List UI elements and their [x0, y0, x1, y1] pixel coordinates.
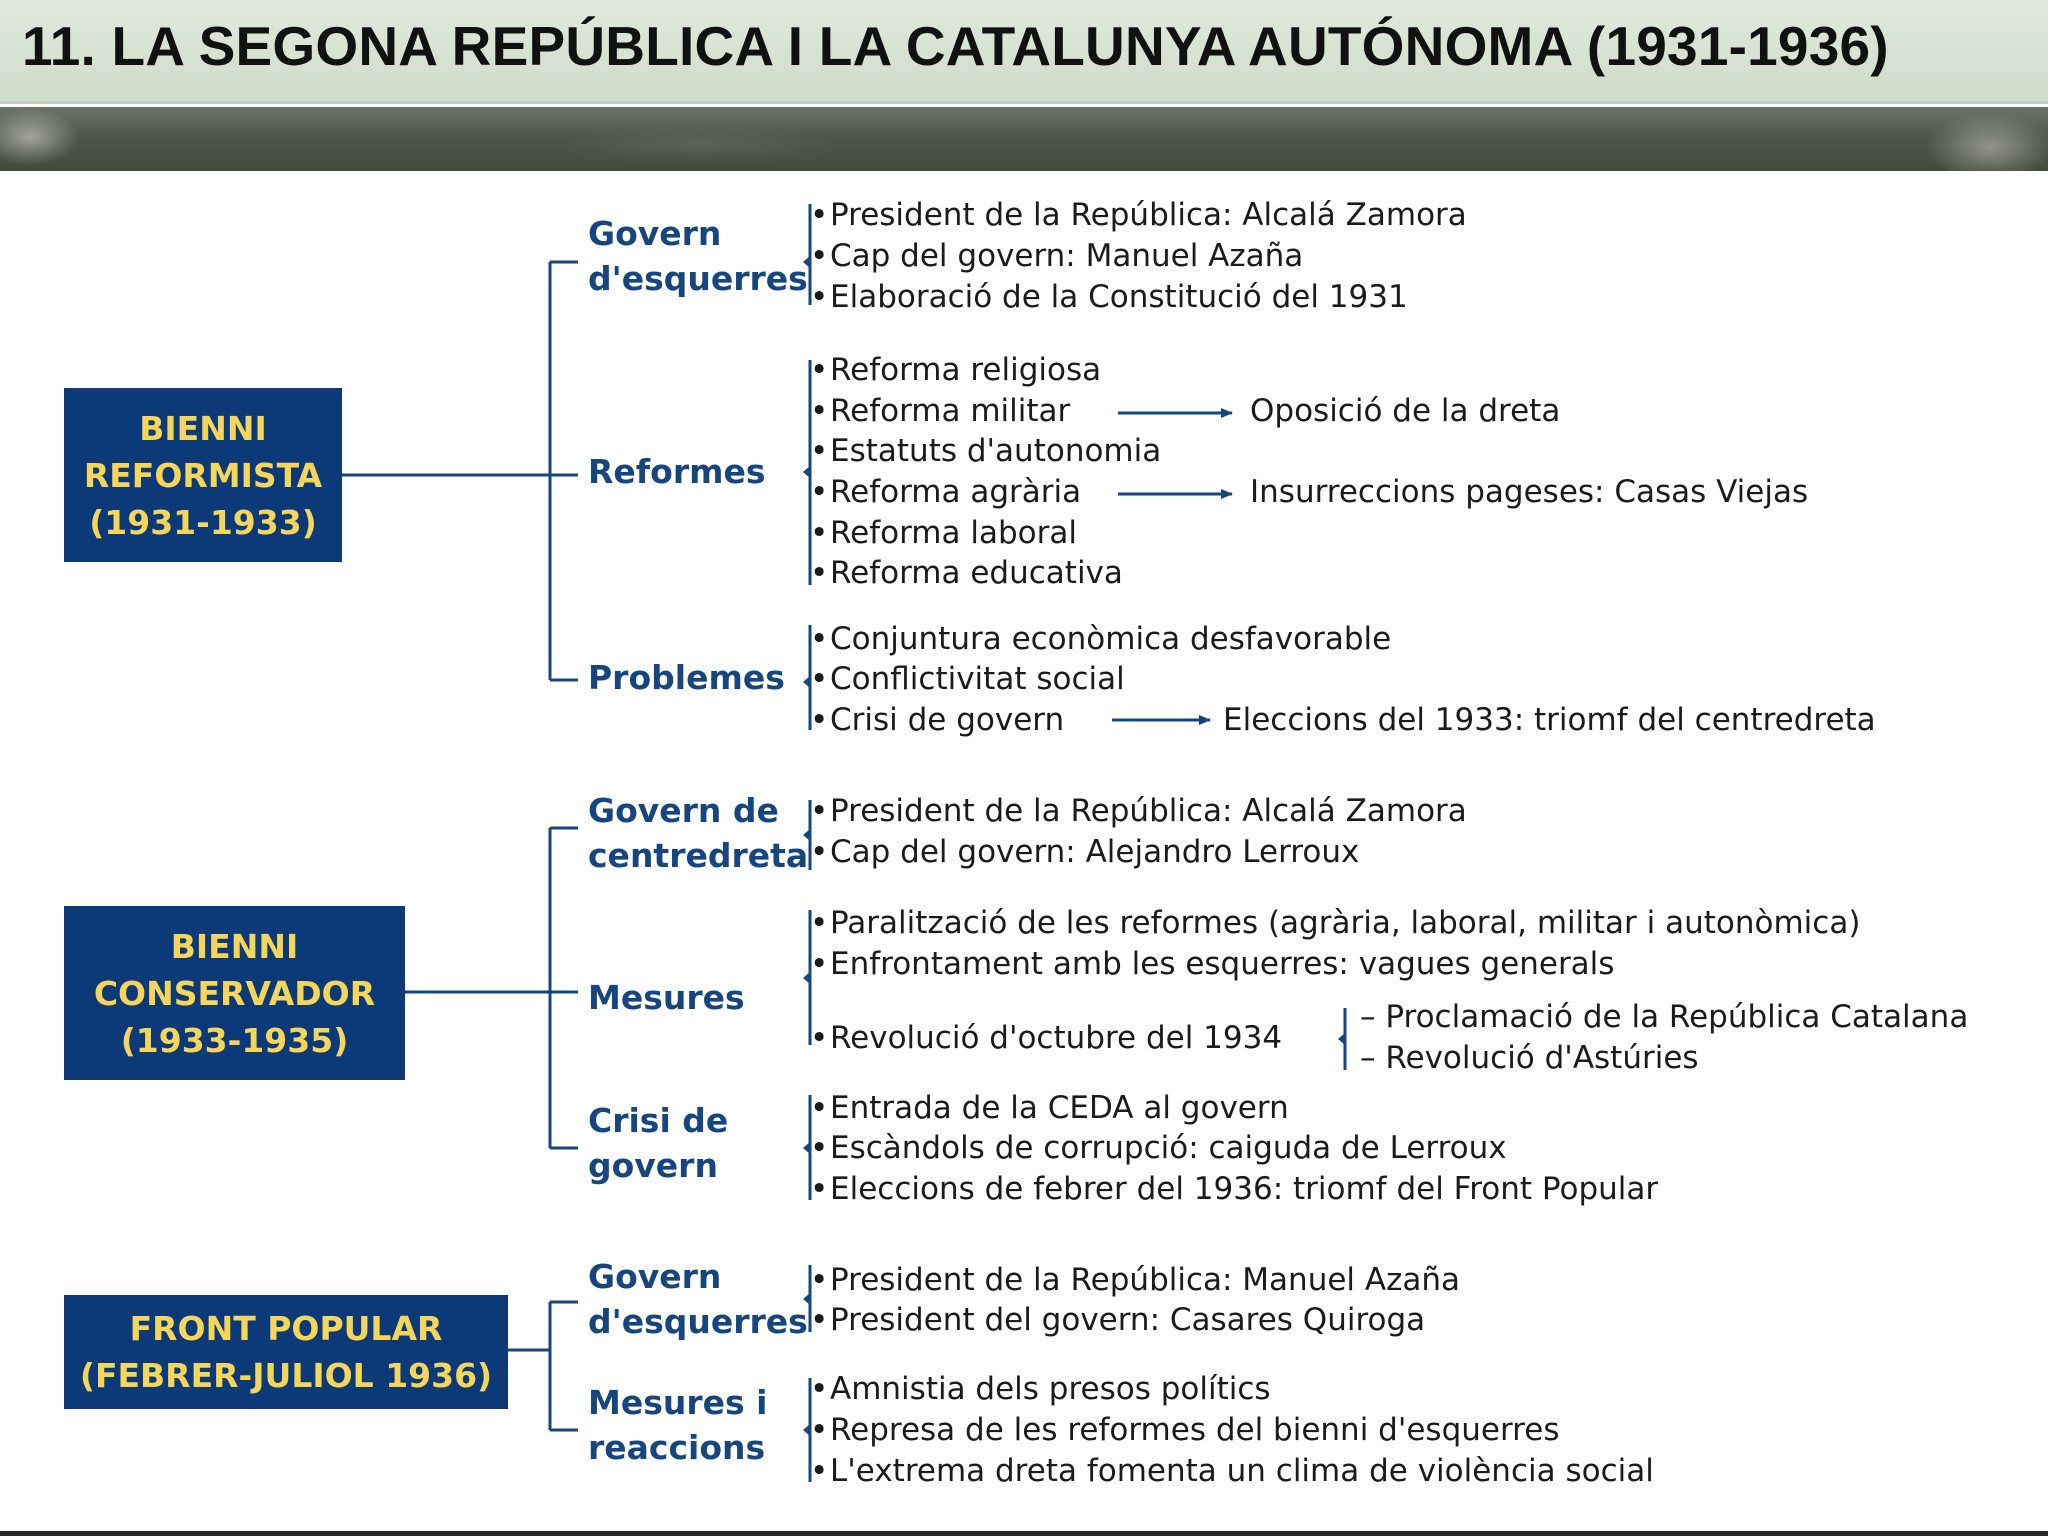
bottom-border [0, 1531, 2048, 1536]
brace-tick [803, 466, 810, 478]
period-name-line: REFORMISTA [83, 455, 323, 495]
category-label-line: Mesures [588, 978, 745, 1017]
list-item: • Paralització de les reformes (agrària, laboral, militar i autonòmica) [830, 903, 1860, 943]
period-name-line: (FEBRER-JULIOL 1936) [79, 1356, 493, 1395]
brace-tick [803, 972, 810, 984]
period-name-line: (1931-1933) [89, 502, 317, 542]
list-item: • Reforma religiosa [830, 350, 1101, 390]
brace-tick [1338, 1033, 1345, 1045]
category-mesures-reaccions [588, 1380, 767, 1470]
list-item: • Cap del govern: Alejandro Lerroux [830, 832, 1359, 872]
category-crisi-de-govern [588, 1098, 728, 1188]
result-insurreccions: Insurreccions pageses: Casas Viejas [1250, 474, 1809, 510]
result-oposicio-dreta: Oposició de la dreta [1250, 393, 1561, 429]
list-item: • President de la República: Alcalá Zamora [830, 195, 1467, 235]
list-item: • Estatuts d'autonomia [830, 431, 1161, 471]
list-item: • Escàndols de corrupció: caiguda de Lerroux [830, 1128, 1507, 1168]
period-1-connector [342, 262, 578, 680]
list-item: • Enfrontament amb les esquerres: vagues generals [830, 944, 1614, 984]
category-govern-esquerres [588, 211, 808, 301]
category-label-line: Reformes [588, 452, 766, 491]
result-eleccions-1933: Eleccions del 1933: triomf del centredreta [1223, 702, 1876, 738]
list-item: • Reforma agrària [830, 472, 1081, 512]
period-3-connector [508, 1302, 578, 1430]
page-title: 11. LA SEGONA REPÚBLICA I LA CATALUNYA AUTÓNOMA (1931-1936) [22, 15, 1889, 77]
category-label-line: Problemes [588, 658, 785, 697]
category-problemes [588, 655, 785, 700]
category-mesures [588, 975, 745, 1020]
category-label-line: govern [588, 1146, 718, 1185]
brace-tick [803, 676, 810, 688]
period-name-line: CONSERVADOR [93, 973, 376, 1013]
category-govern-centredreta [588, 788, 808, 878]
brace-tick [803, 1142, 810, 1154]
category-label-line: centredreta [588, 836, 809, 875]
sub-list-item: – Proclamació de la República Catalana [1360, 999, 1969, 1035]
category-label-line: d'esquerres [588, 259, 808, 298]
period-2-connector [405, 828, 578, 1148]
list-item: • Reforma educativa [830, 553, 1123, 593]
category-label-line: Crisi de [588, 1101, 729, 1140]
list-item: • President de la República: Manuel Azaña [830, 1260, 1460, 1300]
brace-tick [803, 1424, 810, 1436]
period-name-line: FRONT POPULAR [129, 1309, 443, 1348]
category-govern-esquerres-fp [588, 1254, 808, 1344]
list-item: • Elaboració de la Constitució del 1931 [830, 277, 1408, 317]
list-item: • Crisi de govern [830, 700, 1064, 740]
list-item: • Entrada de la CEDA al govern [830, 1088, 1289, 1128]
category-label-line: Mesures i [588, 1383, 768, 1422]
category-label-line: Govern [588, 1257, 722, 1296]
period-name-line: (1933-1935) [120, 1020, 349, 1060]
category-label-line: Govern [588, 214, 722, 253]
period-block-bienni-conservador [64, 906, 405, 1080]
category-reformes [588, 449, 766, 494]
list-item: • Revolució d'octubre del 1934 [830, 1018, 1282, 1058]
list-item: • L'extrema dreta fomenta un clima de violència social [830, 1451, 1654, 1491]
list-item: • Cap del govern: Manuel Azaña [830, 236, 1303, 276]
period-name-line: BIENNI [139, 408, 267, 448]
list-item: • President del govern: Casares Quiroga [830, 1300, 1425, 1340]
list-item: • Reforma militar [830, 391, 1070, 431]
list-item: • Reforma laboral [830, 513, 1077, 553]
list-item: • Eleccions de febrer del 1936: triomf del Front Popular [830, 1169, 1658, 1209]
category-label-line: Govern de [588, 791, 779, 830]
list-item: • President de la República: Alcalá Zamora [830, 791, 1467, 831]
category-label-line: reaccions [588, 1428, 766, 1467]
sub-list-item: – Revolució d'Astúries [1360, 1040, 1699, 1076]
period-name-line: BIENNI [170, 926, 299, 966]
category-label-line: d'esquerres [588, 1302, 808, 1341]
list-item: • Represa de les reformes del bienni d'esquerres [830, 1410, 1559, 1450]
period-block-front-popular [64, 1295, 508, 1409]
list-item: • Conjuntura econòmica desfavorable [830, 619, 1391, 659]
list-item: • Amnistia dels presos polítics [830, 1369, 1271, 1409]
period-block-bienni-reformista [64, 388, 342, 562]
list-item: • Conflictivitat social [830, 659, 1125, 699]
